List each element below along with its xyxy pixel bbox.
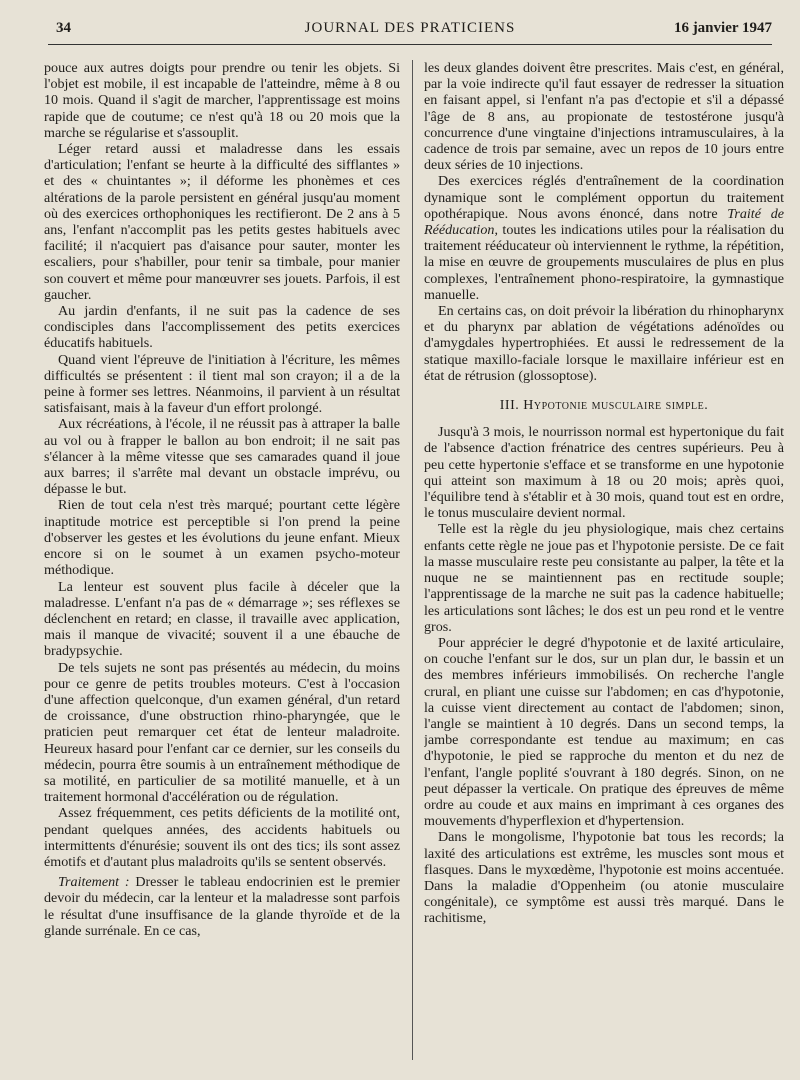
paragraph: Léger retard aussi et maladresse dans les essais d'articulation; l'enfant se heurte à la difficulté des sifflantes » et des « chuintantes »; il déforme les phonèmes et ces altérations de la parole persistent en général jusqu'au moment où des exercices orthophoniques les rectifieront. De 2 ans à 5 ans, l'enfant n'accomplit pas les petits gestes habituels avec facilité; il n'acquiert pas d'aisance pour sauter, monter les escaliers, pour s'habiller, pour tenir sa timbale, pour manier son couvert et même pour manœuvrer ses jouets. Parfois, il est gaucher.: [44, 141, 400, 303]
treatment-paragraph: [44, 874, 400, 939]
page-header: [48, 14, 772, 45]
exercices-text-after: , toutes les indications utiles pour la réalisation du traitement rééducateur où interviennent le rythme, la répétition, la mise en œuvre de groupements musculaires de plus en plus complexes, l'entraînement phono-respiratoire, la gymnastique manuelle.: [424, 222, 784, 303]
paragraph: les deux glandes doivent être prescrites. Mais c'est, en général, par la voie indirecte qu'il faut essayer de redresser la situation en faisant appel, si l'enfant n'a pas d'ectopie et s'il a dépassé l'âge de 8 ans, au propionate de testostérone jusqu'à concurrence d'une vingtaine d'injections intramusculaires, à la cadence de trois par semaine, avec un repos de 10 jours entre deux séries de 10 injections.: [424, 60, 784, 174]
paragraph: Au jardin d'enfants, il ne suit pas la cadence de ses condisciples dans l'accomplissement des petits exercices éducatifs habituels.: [44, 303, 400, 352]
left-column: [44, 60, 400, 1060]
right-column: [424, 60, 784, 1060]
paragraph: Quand vient l'épreuve de l'initiation à l'écriture, les mêmes difficultés se présentent : il tient mal son crayon; il a de la peine à former ses lettres. Néanmoins, il parvient à un résultat satisfaisant, mais à la faveur d'un effort prolongé.: [44, 351, 400, 417]
paragraph: Pour apprécier le degré d'hypotonie et de laxité articulaire, on couche l'enfant sur le dos, sur un plan dur, le bassin et un des membres inférieurs immobilisés. On recherche l'angle crural, en pliant une cuisse sur l'abdomen; en cas d'hypotonie, la cuisse vient directement au contact de l'abdomen; sinon, l'angle se maintient à 10 degrés. Dans un second temps, la jambe correspondante est tendue au maximum; en cas d'hypotonie, le pied se rapproche du menton et du nez de l'enfant, l'angle poplité s'ouvrant à 180 degrés. Sinon, on ne peut dépasser la verticale. On pratique des épreuves de même ordre au coude et aux mains en imprimant à ces organes des mouvements d'hyperflexion et d'hypertension.: [424, 634, 784, 830]
exercices-text-before: Des exercices réglés d'entraînement de la coordination dynamique sont le complément opportun du traitement opothérapique. Nous avons énoncé, dans notre: [424, 173, 784, 222]
journal-title: JOURNAL DES PRATICIENS: [304, 20, 516, 36]
paragraph: [424, 173, 784, 303]
paragraph: Aux récréations, à l'école, il ne réussit pas à attraper la balle au vol ou à frapper le ballon au bon endroit; il ne sait pas s'élancer à la même vitesse que ses camarades quand il joue aux barres; il s'arrête mal devant un obstacle imprévu, ou dépasse le but.: [44, 416, 400, 498]
paragraph: Assez fréquemment, ces petits déficients de la motilité ont, pendant quelques années, des accidents habituels ou intermittents d'énurésie; souvent ils ont des tics; ils sont assez émotifs et d'autant plus maladroits qu'ils se sentent observés.: [44, 805, 400, 870]
paragraph: pouce aux autres doigts pour prendre ou tenir les objets. Si l'objet est mobile, il est incapable de l'atteindre, même à 8 ou 10 mois. Quand il s'agit de marcher, l'apprentissage est moins rapide que de coutume; ce n'est qu'à 18 ou 20 mois que la marche se régularise et s'assouplit.: [44, 60, 400, 141]
page-number: 34: [56, 20, 71, 36]
paragraph: Jusqu'à 3 mois, le nourrisson normal est hypertonique du fait de l'absence d'action frénatrice des centres supérieurs. Peu à peu cette hypertonie s'efface et se transforme en une hypotonie qui atteint son maximum à 18 ou 20 mois; après quoi, l'équilibre tend à s'établir et à 30 mois, quand tout est en ordre, le tonus musculaire devient normal.: [424, 424, 784, 522]
paragraph: En certains cas, on doit prévoir la libération du rhinopharynx et du pharynx par ablation de végétations adénoïdes ou d'amygdales hypertrophiées. Et aussi le redressement de la statique maxillo-faciale lorsque le maxillaire inférieur est en état de rétrusion (glossoptose).: [424, 303, 784, 384]
paragraph: Telle est la règle du jeu physiologique, mais chez certains enfants cette règle ne joue pas et l'hypotonie persiste. De ce fait la masse musculaire reste peu consistante au palper, la tête et la nuque ne se maintiennent pas en rectitude souple; l'apprentissage de la marche ne suit pas la cadence habituelle; les articulations sont lâches; le dos est un peu rond et le ventre gros.: [424, 521, 784, 635]
paragraph: Rien de tout cela n'est très marqué; pourtant cette légère inaptitude motrice est perceptible si l'on prend la peine d'observer les gestes et les évolutions du jeune enfant. Mieux encore si on le soumet à un examen psycho-moteur méthodique.: [44, 497, 400, 579]
treatment-label: Traitement :: [58, 874, 130, 891]
paragraph: De tels sujets ne sont pas présentés au médecin, du moins pour ce genre de petits troubles moteurs. C'est à l'occasion d'une affection quelconque, d'un examen général, d'un retard de croissance, d'une obstruction rhino-pharyngée, que le praticien peut remarquer cet état de lenteur maladroite. Heureux hasard pour l'enfant car ce dernier, sur les conseils du médecin, pourra être soumis à un entraînement méthodique de sa motilité, en particulier de sa motilité manuelle, et à un traitement hormonal d'accélération ou de régulation.: [44, 659, 400, 806]
section-title: III. Hypotonie musculaire simple.: [499, 398, 709, 414]
treatment-text: Dresser le tableau endocrinien est le premier devoir du médecin, car la lenteur et la maladresse sont parfois le résultat d'une insuffisance de la glande thyroïde et de la glande surrénale. En ce cas,: [44, 874, 400, 939]
column-divider: [412, 60, 413, 1060]
issue-date: 16 janvier 1947: [673, 20, 772, 36]
paragraph: Dans le mongolisme, l'hypotonie bat tous les records; la laxité des articulations est extrême, les muscles sont mous et flasques. Dans le myxœdème, l'hypotonie est moins accentuée. Dans la maladie d'Oppenheim (ou atonie musculaire congénitale), ce symptôme est aussi très marqué. Dans le rachitisme,: [424, 829, 784, 927]
paragraph: La lenteur est souvent plus facile à déceler que la maladresse. L'enfant n'a pas de « démarrage »; ses réflexes se déclenchent en retard; en classe, il travaille avec application, mais il manque de vivacité; souvent il a une ébauche de bradypsychie.: [44, 578, 400, 660]
book-title: Traité de Rééducation: [424, 205, 784, 239]
